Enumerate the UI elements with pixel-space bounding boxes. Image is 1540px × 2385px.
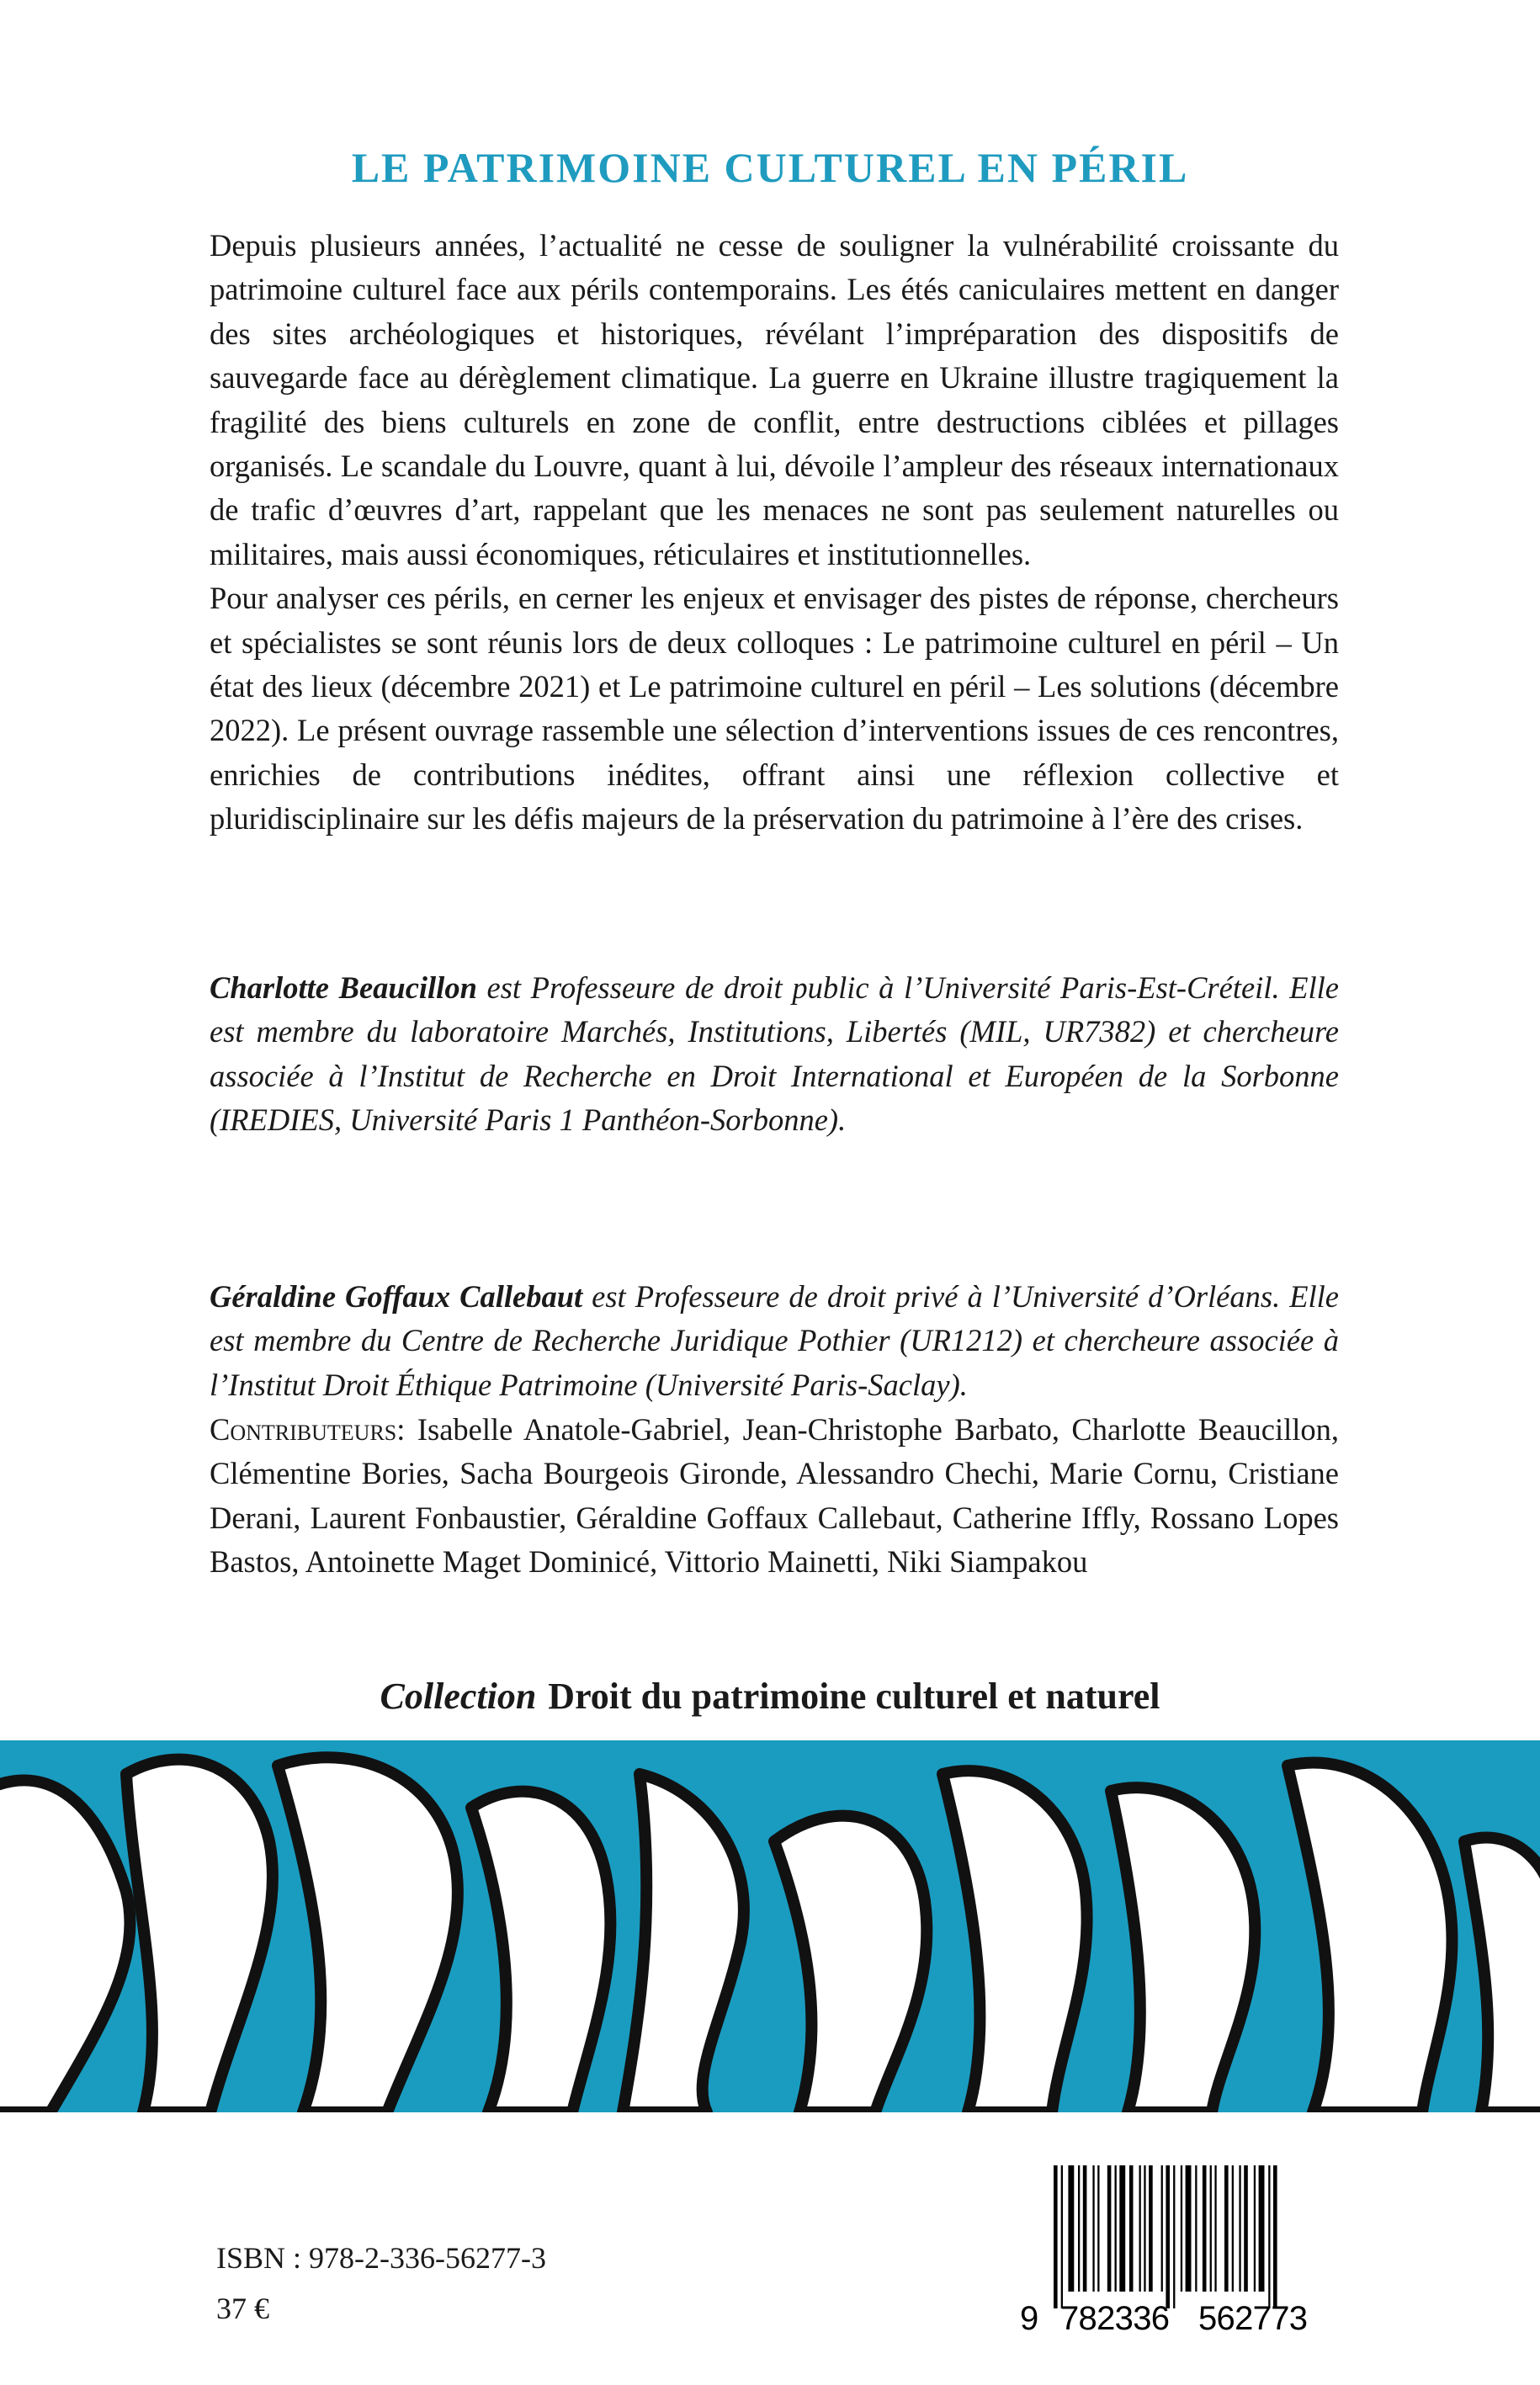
author-bio-2 — [210, 1275, 1339, 1407]
barcode-bar — [1078, 2165, 1080, 2292]
author-name: Charlotte Beaucillon — [210, 970, 477, 1005]
book-title: LE PATRIMOINE CULTUREL EN PÉRIL — [351, 144, 1189, 191]
barcode-bar — [1083, 2165, 1087, 2292]
barcode-digit-first: 9 — [1020, 2300, 1039, 2334]
barcode-bar — [1054, 2165, 1058, 2308]
barcode-bar — [1139, 2165, 1141, 2292]
cover-artwork — [0, 1740, 1540, 2112]
barcode-bar — [1061, 2165, 1063, 2308]
barcode-bar — [1239, 2165, 1240, 2292]
barcode-digits-right: 562773 — [1198, 2300, 1308, 2334]
barcode-bar — [1092, 2165, 1094, 2292]
barcode-bar — [1107, 2165, 1112, 2292]
barcode — [1020, 2165, 1357, 2334]
barcode-bar — [1259, 2165, 1265, 2292]
barcode-bar — [1068, 2165, 1074, 2292]
price: 37 € — [216, 2292, 269, 2325]
barcode-bar — [1097, 2165, 1099, 2292]
contributors — [210, 1408, 1339, 1585]
isbn: ISBN : 978-2-336-56277-3 — [216, 2241, 546, 2275]
author-bio-1 — [210, 966, 1339, 1143]
contributors-list: : Isabelle Anatole-Gabriel, Jean-Christophe Barbato, Charlotte Beaucillon, Clémentine Bories, Sacha Bourgeois Gironde, Alessandro Chechi, Marie Cornu, Cristiane Derani, Laurent Fonbaustier, Géraldine Goffaux Callebaut, Catherine Iffly, Rossano Lopes Bastos, Antoinette Maget Dominicé, Vittorio Mainetti, Niki Siampakou — [210, 1412, 1339, 1580]
contributors-label: Contributeurs — [210, 1412, 397, 1447]
collection-name: Droit du patrimoine culturel et naturel — [548, 1676, 1160, 1717]
barcode-bar — [1203, 2165, 1207, 2292]
collection-label: Collection — [380, 1676, 537, 1717]
author-bio-text: est Professeure de droit public à l’Université Paris-Est-Créteil. Elle est membre du laboratoire Marchés, Institutions, Libertés (MIL, UR7382) et chercheure associée à l’Institut de Recherche en Droit International et Européen de la Sorbonne (IREDIES, Université Paris 1 Panthéon-Sorbonne). — [210, 970, 1339, 1138]
barcode-bar — [1166, 2165, 1170, 2308]
summary-paragraph-1: Depuis plusieurs années, l’actualité ne cesse de souligner la vulnérabilité croissante du patrimoine culturel face aux périls contemporains. Les étés caniculaires mettent en danger des sites archéologiques et historiques, révélant l’impréparation des dispositifs de sauvegarde face au dérèglement climatique. La guerre en Ukraine illustre tragiquement la fragilité des biens culturels en zone de conflit, entre destructions ciblées et pillages organisés. Le scandale du Louvre, quant à lui, dévoile l’ampleur des réseaux internationaux de trafic d’œuvres d’art, rappelant que les menaces ne sont pas seulement naturelles ou militaires, mais aussi économiques, réticulaires et institutionnelles. — [210, 228, 1339, 571]
barcode-bar — [1210, 2165, 1212, 2292]
barcode-bar — [1268, 2165, 1270, 2308]
barcode-bar — [1144, 2165, 1145, 2292]
summary-paragraph-2: Pour analyser ces périls, en cerner les enjeux et envisager des pistes de réponse, chercheurs et spécialistes se sont réunis lors de deux colloques : Le patrimoine culturel en péril – Un état des lieux (décembre 2021) et Le patrimoine culturel en péril – Les solutions (décembre 2022). Le présent ouvrage rassemble une sélection d’interventions issues de ces rencontres, enrichies de contributions inédites, offrant ainsi une réflexion collective et pluridisciplinaire sur les défis majeurs de la préservation du patrimoine à l’ère des crises. — [210, 581, 1339, 837]
barcode-bar — [1186, 2165, 1192, 2292]
collection-line — [0, 1675, 1540, 1718]
author-name: Géraldine Goffaux Callebaut — [210, 1279, 583, 1314]
barcode-bar — [1214, 2165, 1216, 2292]
barcode-bar — [1115, 2165, 1117, 2292]
barcode-bar — [1195, 2165, 1197, 2292]
summary — [210, 224, 1339, 842]
barcode-bar — [1254, 2165, 1256, 2292]
barcode-bar — [1232, 2165, 1234, 2292]
barcode-bar — [1173, 2165, 1175, 2308]
barcode-bar — [1161, 2165, 1163, 2292]
barcode-bar — [1119, 2165, 1125, 2292]
barcode-digits-left: 782336 — [1060, 2300, 1170, 2334]
barcode-bar — [1224, 2165, 1229, 2292]
barcode-bar — [1129, 2165, 1134, 2292]
barcode-bar — [1273, 2165, 1277, 2308]
barcode-bar — [1181, 2165, 1182, 2292]
barcode-bar — [1149, 2165, 1153, 2292]
author-bio-text: est Professeure de droit privé à l’Université d’Orléans. Elle est membre du Centre de Recherche Juridique Pothier (UR1212) et chercheure associée à l’Institut Droit Éthique Patrimoine (Université Paris-Saclay). — [210, 1279, 1339, 1402]
barcode-bar — [1244, 2165, 1248, 2292]
